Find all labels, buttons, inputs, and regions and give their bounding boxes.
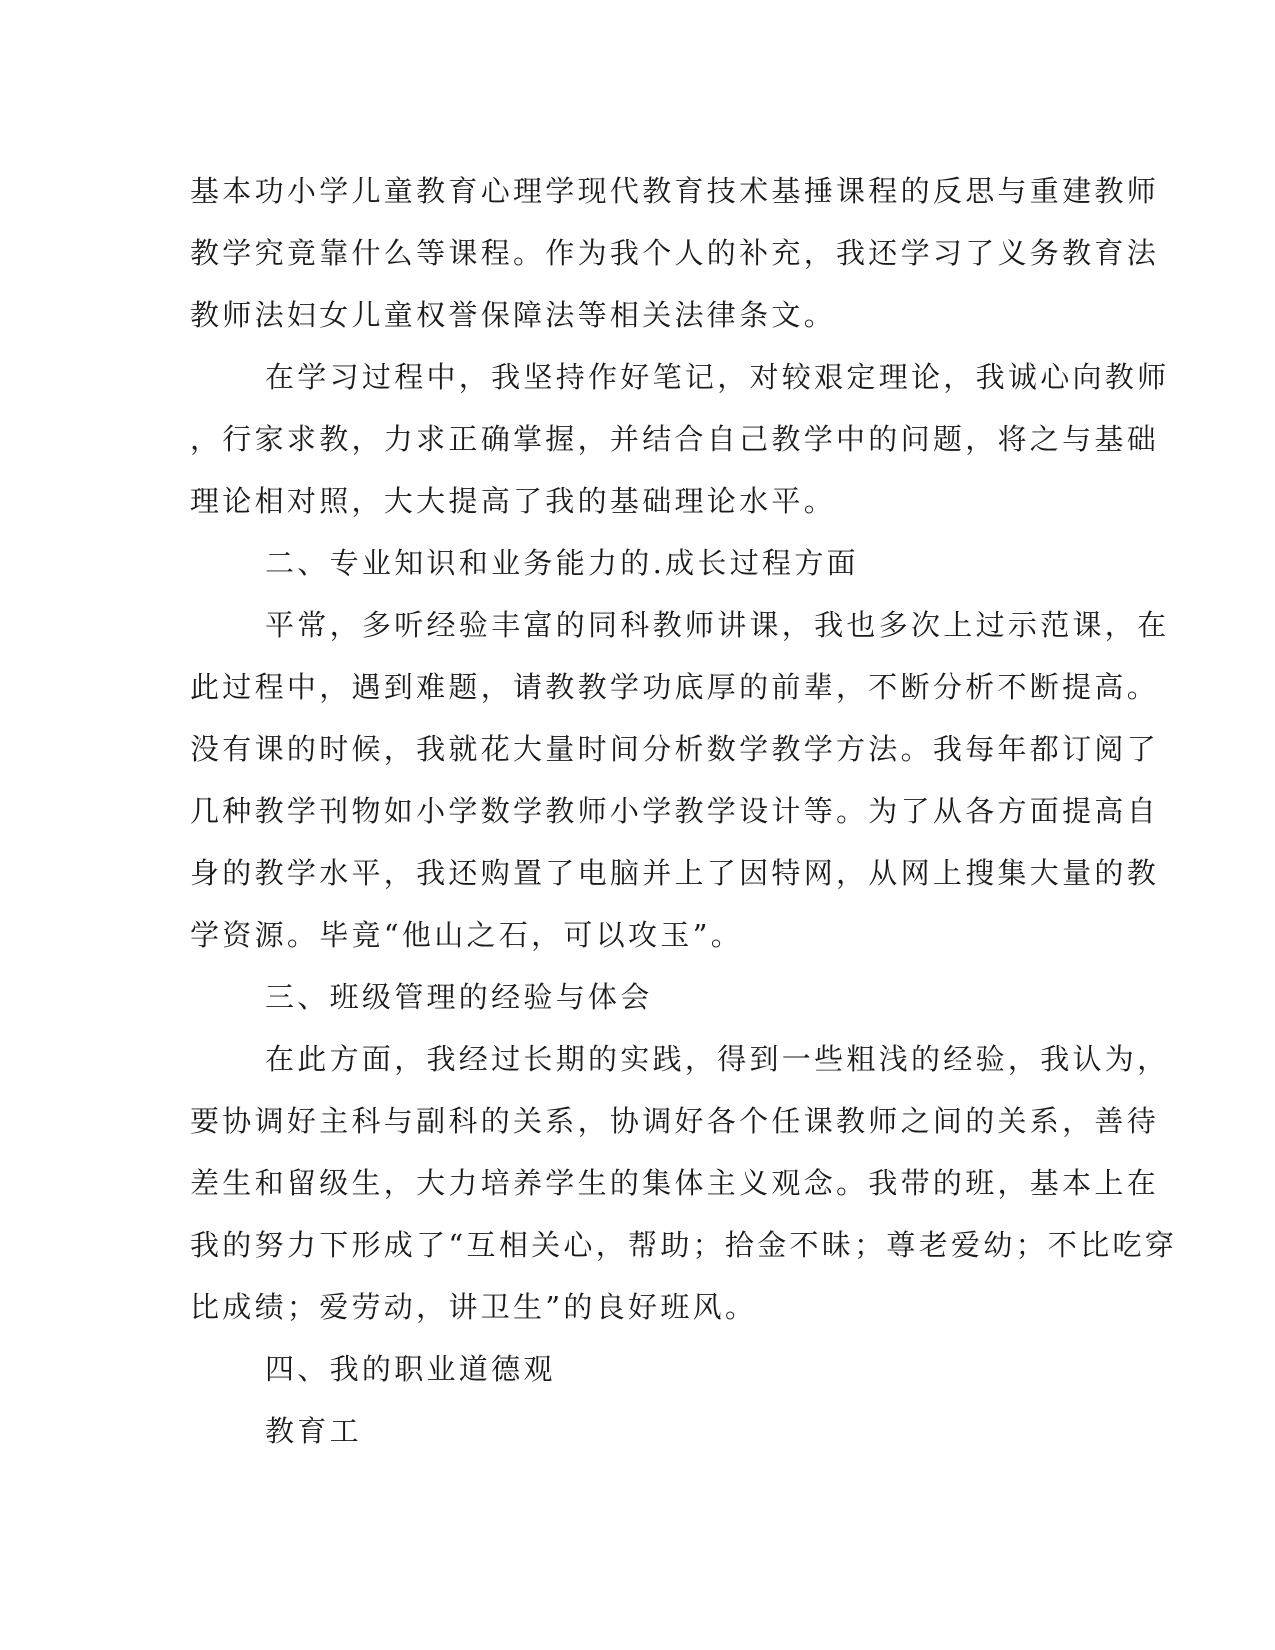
text-line: 教师法妇女儿童权誉保障法等相关法律条文。 [190,298,837,332]
section-heading: 三、班级管理的经验与体会 [265,980,653,1014]
text-line: 差生和留级生，大力培养学生的集体主义观念。我带的班，基本上在 [190,1166,1160,1200]
text-line: 几种教学刊物如小学数学教师小学教学设计等。为了从各方面提高自 [190,794,1160,828]
document-body [190,160,1178,1462]
text-line: 身的教学水平，我还购置了电脑并上了因特网，从网上搜集大量的教 [190,856,1160,890]
text-line: 基本功小学儿童教育心理学现代教育技术基捶课程的反思与重建教师 [190,174,1160,208]
section-heading: 二、专业知识和业务能力的.成长过程方面 [265,546,859,580]
text-line: 教学究竟靠什么等课程。作为我个人的补充，我还学习了义务教育法 [190,236,1160,270]
section-heading: 四、我的职业道德观 [265,1352,556,1386]
text-line: 要协调好主科与副科的关系，协调好各个任课教师之间的关系，善待 [190,1104,1160,1138]
text-line: 在此方面，我经过长期的实践，得到一些粗浅的经验，我认为， [265,1042,1170,1076]
text-line: 没有课的时候，我就花大量时间分析数学教学方法。我每年都订阅了 [190,732,1160,766]
text-line: 我的努力下形成了“互相关心，帮助；拾金不昧；尊老爱幼；不比吃穿 [190,1228,1178,1262]
text-line: 理论相对照，大大提高了我的基础理论水平。 [190,484,837,518]
text-line: 在学习过程中，我坚持作好笔记，对较艰定理论，我诚心向教师 [265,360,1170,394]
text-line: 比成绩；爱劳动，讲卫生”的良好班风。 [190,1290,758,1324]
text-line: 此过程中，遇到难题，请教教学功底厚的前辈，不断分析不断提高。 [190,670,1160,704]
text-line: 平常，多听经验丰富的同科教师讲课，我也多次上过示范课，在 [265,608,1170,642]
text-line: 学资源。毕竟“他山之石，可以攻玉”。 [190,918,744,952]
text-line: 教育工 [265,1414,362,1448]
text-line: ，行家求教，力求正确掌握，并结合自己教学中的问题，将之与基础 [190,422,1160,456]
